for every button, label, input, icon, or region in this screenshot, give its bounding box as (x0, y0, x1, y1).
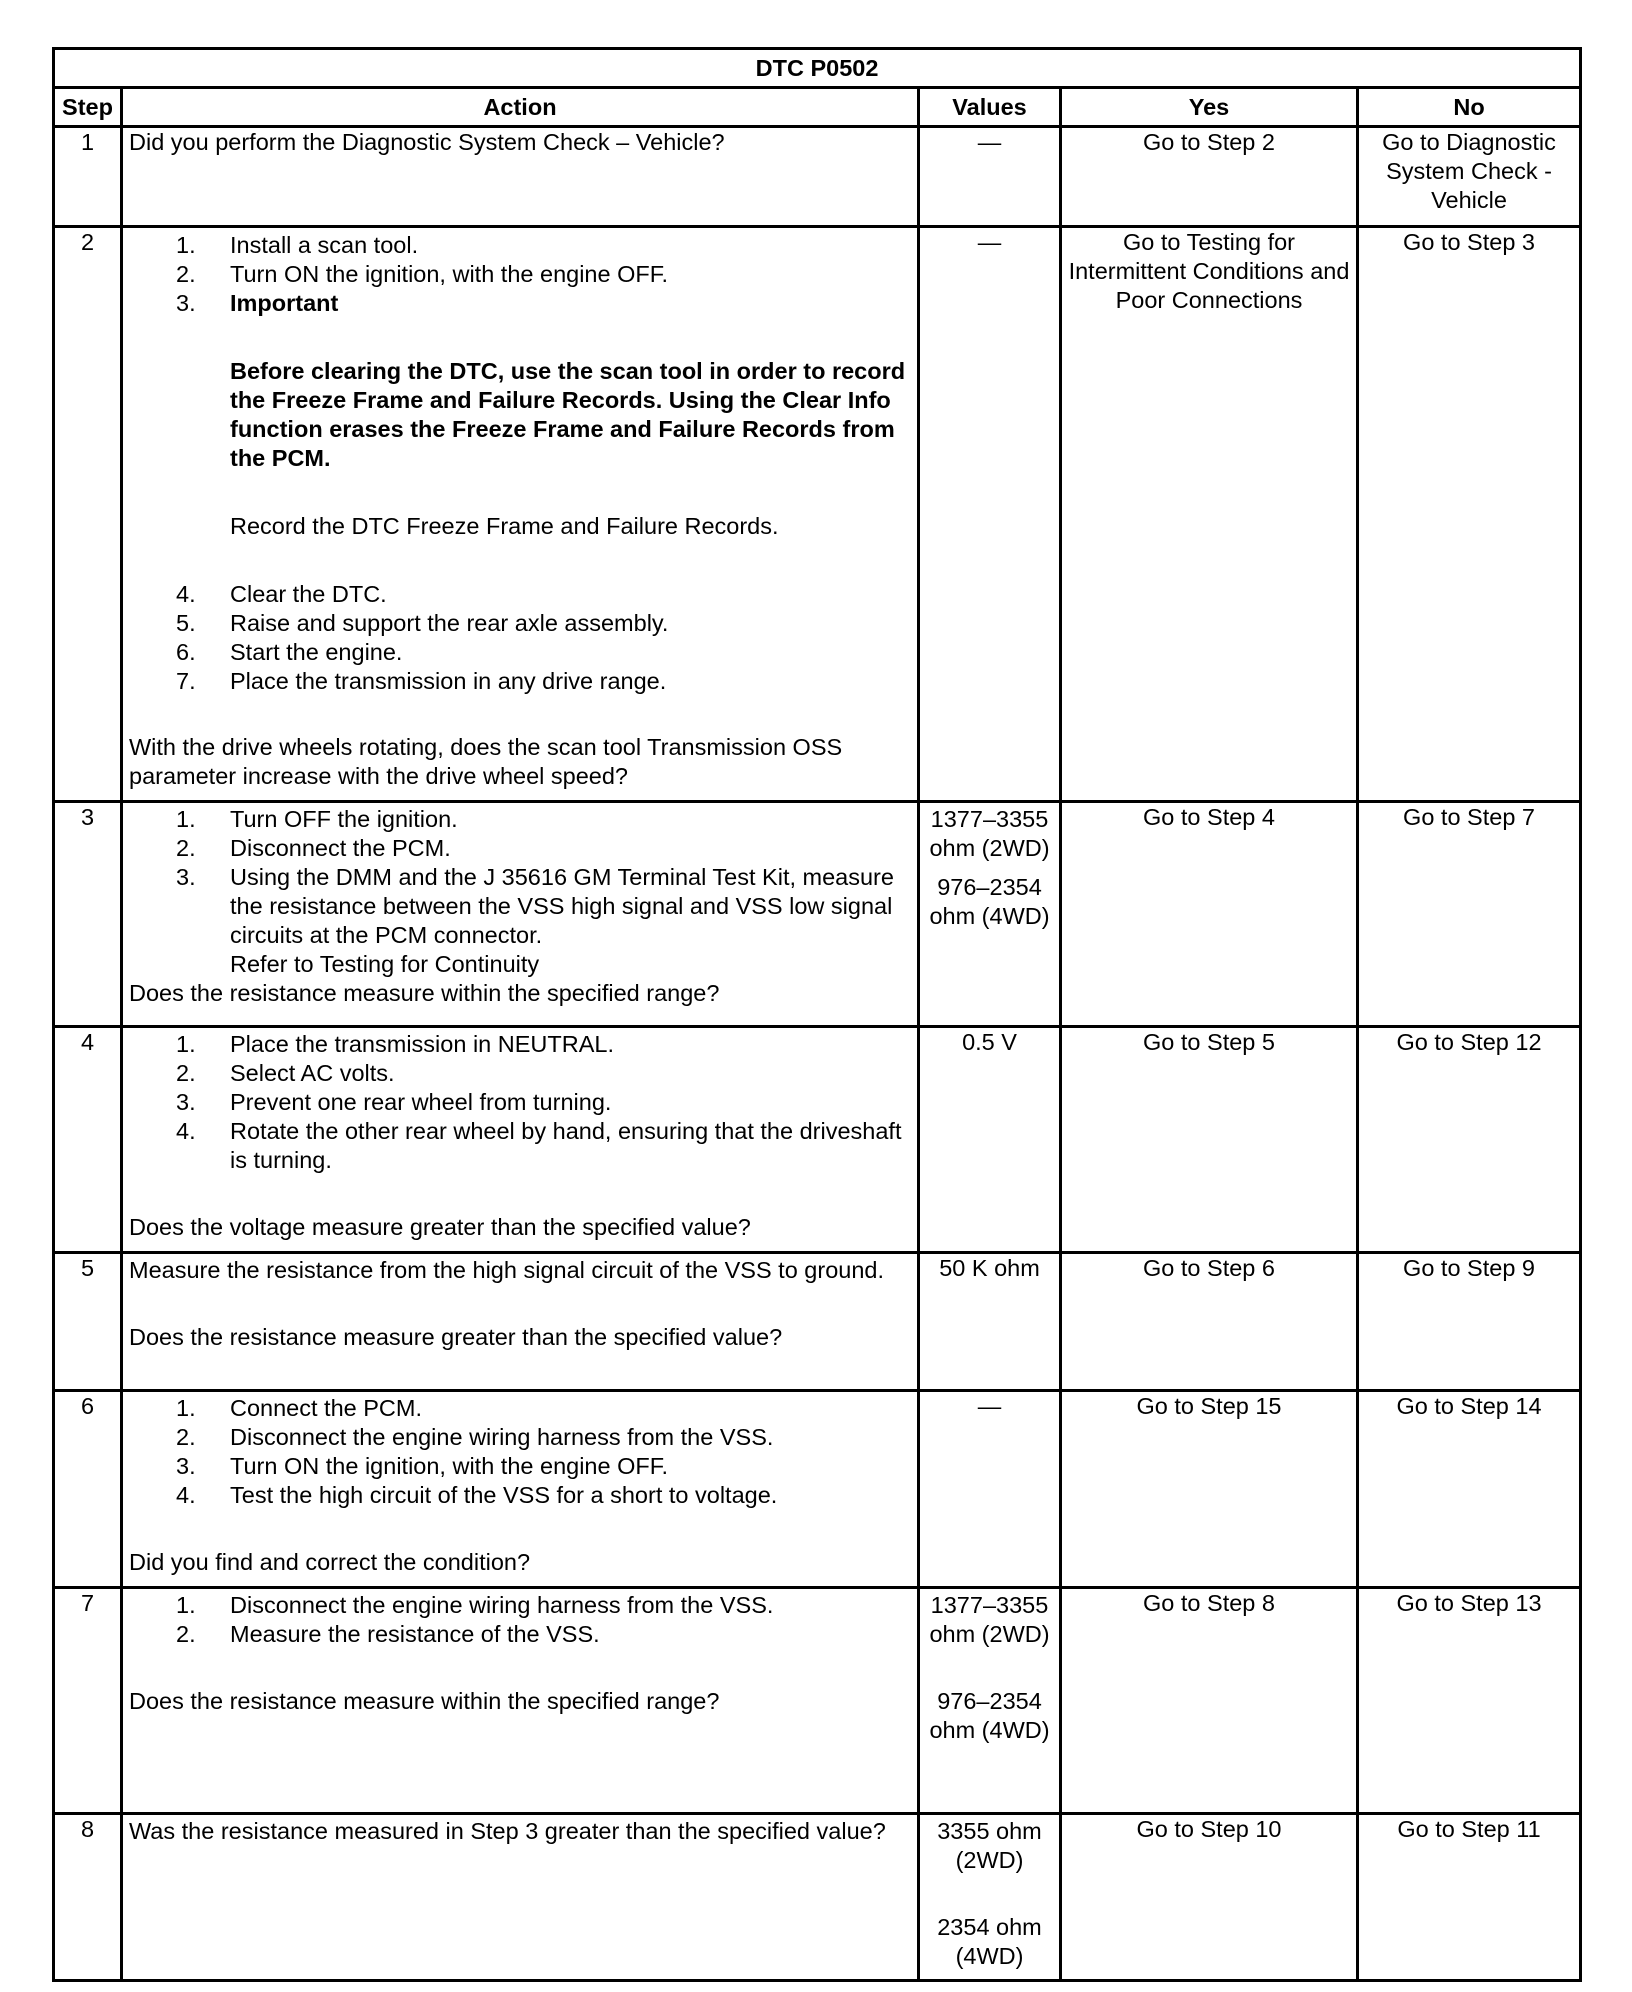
question-text: Does the resistance measure within the specified range? (129, 980, 720, 1006)
table-row (54, 1588, 1581, 1814)
question-text: Did you find and correct the condition? (129, 1549, 531, 1575)
list-item: 3. Important (176, 290, 339, 316)
list-item: 2. Disconnect the engine wiring harness from the VSS. (176, 1424, 774, 1450)
no-cell: Go to Step 12 (1358, 1027, 1581, 1253)
table-row (54, 1253, 1581, 1391)
dtc-table (52, 47, 1582, 1982)
value-cell (919, 1588, 1061, 1814)
yes-cell: Go to Step 6 (1061, 1253, 1358, 1391)
value-cell: 0.5 V (919, 1027, 1061, 1253)
value-2wd: 1377–3355 ohm (2WD) (929, 1592, 1050, 1647)
action-cell (122, 1814, 919, 1981)
question-text: Does the resistance measure greater than the specified value? (129, 1324, 783, 1350)
list-item: 2. Select AC volts. (176, 1060, 395, 1086)
step-number: 5 (54, 1253, 122, 1391)
list-item: 1. Connect the PCM. (176, 1395, 423, 1421)
action-cell (122, 1391, 919, 1588)
step-number: 7 (54, 1588, 122, 1814)
value-2wd: 3355 ohm (2WD) (937, 1818, 1042, 1873)
list-item: 2. Disconnect the PCM. (176, 835, 451, 861)
header-row (54, 88, 1581, 127)
header-action: Action (122, 88, 919, 127)
table-row (54, 1391, 1581, 1588)
action-cell (122, 227, 919, 802)
table-row (54, 1814, 1581, 1981)
list-item: 3. Turn ON the ignition, with the engine OFF. (176, 1453, 669, 1479)
step-number: 2 (54, 227, 122, 802)
value-2wd: 1377–3355 ohm (2WD) (929, 806, 1050, 861)
action-cell (122, 802, 919, 1027)
value-4wd: 2354 ohm (4WD) (937, 1914, 1042, 1969)
no-cell: Go to Step 13 (1358, 1588, 1581, 1814)
list-item: 5. Raise and support the rear axle assembly. (176, 610, 669, 636)
list-item: 1. Place the transmission in NEUTRAL. (176, 1031, 614, 1057)
table-row (54, 1027, 1581, 1253)
action-cell (122, 1253, 919, 1391)
no-cell: Go to Step 14 (1358, 1391, 1581, 1588)
list-item: 2. Turn ON the ignition, with the engine OFF. (176, 261, 669, 287)
table-title: DTC P0502 (54, 49, 1581, 88)
table-row (54, 127, 1581, 227)
action-steps (129, 1394, 911, 1510)
step-number: 3 (54, 802, 122, 1027)
list-item: 4. Rotate the other rear wheel by hand, ensuring that the driveshaft is turning. (176, 1118, 902, 1173)
step-number: 4 (54, 1027, 122, 1253)
list-item: 1. Turn OFF the ignition. (176, 806, 458, 832)
question-text: Does the resistance measure within the specified range? (129, 1688, 720, 1714)
yes-cell: Go to Testing for Intermittent Conditions and Poor Connections (1061, 227, 1358, 802)
list-item: 2. Measure the resistance of the VSS. (176, 1621, 600, 1647)
action-steps (129, 1591, 911, 1649)
question-text: Was the resistance measured in Step 3 greater than the specified value? (129, 1818, 886, 1844)
question-text: Did you perform the Diagnostic System Check – Vehicle? (129, 129, 725, 155)
list-item: 1. Disconnect the engine wiring harness from the VSS. (176, 1592, 774, 1618)
list-item: 3. Prevent one rear wheel from turning. (176, 1089, 612, 1115)
yes-cell: Go to Step 8 (1061, 1588, 1358, 1814)
list-item: 4. Clear the DTC. (176, 581, 387, 607)
list-item: 6. Start the engine. (176, 639, 403, 665)
question-text: With the drive wheels rotating, does the scan tool Transmission OSS parameter increase with the drive wheel speed? (129, 734, 843, 789)
no-cell: Go to Step 3 (1358, 227, 1581, 802)
step-number: 6 (54, 1391, 122, 1588)
yes-cell: Go to Step 4 (1061, 802, 1358, 1027)
list-item: 7. Place the transmission in any drive range. (176, 668, 667, 694)
action-cell (122, 1027, 919, 1253)
value-cell (919, 1814, 1061, 1981)
header-values: Values (919, 88, 1061, 127)
action-steps (129, 1030, 911, 1175)
yes-cell: Go to Step 2 (1061, 127, 1358, 227)
step-number: 1 (54, 127, 122, 227)
yes-cell: Go to Step 15 (1061, 1391, 1358, 1588)
action-steps (129, 231, 911, 318)
question-text: Does the voltage measure greater than the specified value? (129, 1214, 751, 1240)
header-step: Step (54, 88, 122, 127)
no-cell: Go to Step 7 (1358, 802, 1581, 1027)
value-cell: — (919, 127, 1061, 227)
value-4wd: 976–2354 ohm (4WD) (929, 874, 1050, 929)
action-cell (122, 127, 919, 227)
yes-cell: Go to Step 10 (1061, 1814, 1358, 1981)
step-number: 8 (54, 1814, 122, 1981)
header-yes: Yes (1061, 88, 1358, 127)
important-note: Before clearing the DTC, use the scan tool in order to record the Freeze Frame and Failure Records. Using the Clear Info function erases the Freeze Frame and Failure Records from the PCM. (230, 358, 906, 471)
no-cell: Go to Step 9 (1358, 1253, 1581, 1391)
list-item: 3. Using the DMM and the J 35616 GM Terminal Test Kit, measure the resistance between the VSS high signal and VSS low signal circuits at the PCM connector. (176, 864, 894, 948)
no-cell: Go to Step 11 (1358, 1814, 1581, 1981)
value-cell: — (919, 1391, 1061, 1588)
table-row (54, 802, 1581, 1027)
table-row (54, 227, 1581, 802)
value-cell (919, 802, 1061, 1027)
action-steps (129, 805, 911, 950)
value-cell: — (919, 227, 1061, 802)
action-text: Measure the resistance from the high signal circuit of the VSS to ground. (129, 1257, 885, 1283)
value-4wd: 976–2354 ohm (4WD) (929, 1688, 1050, 1743)
value-cell: 50 K ohm (919, 1253, 1061, 1391)
action-steps (129, 580, 911, 696)
list-item: 4. Test the high circuit of the VSS for a short to voltage. (176, 1482, 778, 1508)
action-cell (122, 1588, 919, 1814)
header-no: No (1358, 88, 1581, 127)
no-cell: Go to Diagnostic System Check - Vehicle (1358, 127, 1581, 227)
yes-cell: Go to Step 5 (1061, 1027, 1358, 1253)
record-text: Record the DTC Freeze Frame and Failure Records. (230, 513, 779, 539)
refer-link[interactable]: Refer to Testing for Continuity (230, 951, 540, 977)
list-item: 1. Install a scan tool. (176, 232, 419, 258)
